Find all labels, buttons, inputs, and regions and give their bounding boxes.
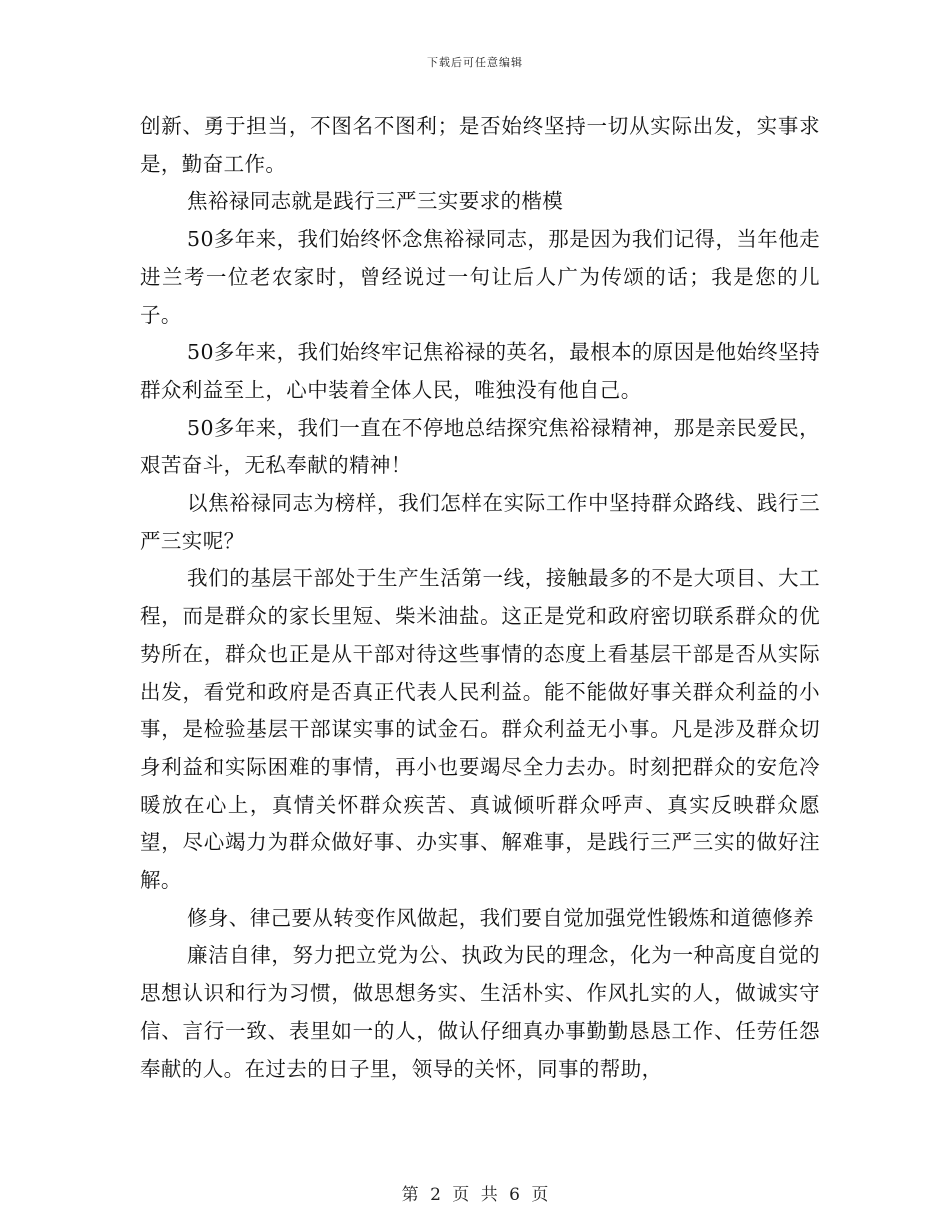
page-number: 第 2 页 共 6 页 [401,1185,549,1205]
document-body [140,108,820,1088]
paragraph: 50多年来，我们始终牢记焦裕禄的英名，最根本的原因是他始终坚持群众利益至上，心中装着全体人民，唯独没有他自己。 [140,340,820,402]
paragraph: 我们的基层干部处于生产生活第一线，接触最多的不是大项目、大工程，而是群众的家长里短、柴米油盐。这正是党和政府密切联系群众的优势所在，群众也正是从干部对待这些事情的态度上看基层干部是否从实际出发，看党和政府是否真正代表人民利益。能不能做好事关群众利益的小事，是检验基层干部谋实事的试金石。群众利益无小事。凡是涉及群众切身利益和实际困难的事情，再小也要竭尽全力去办。时刻把群众的安危冷暖放在心上，真情关怀群众疾苦、真诚倾听群众呼声、真实反映群众愿望，尽心竭力为群众做好事、办实事、解难事，是践行三严三实的做好注解。 [140,566,820,893]
page-header: 下载后可任意编辑 [427,56,523,69]
paragraph: 创新、勇于担当，不图名不图利；是否始终坚持一切从实际出发，实事求是，勤奋工作。 [140,114,820,176]
paragraph: 焦裕禄同志就是践行三严三实要求的楷模 [187,189,564,214]
paragraph: 廉洁自律，努力把立党为公、执政为民的理念，化为一种高度自觉的思想认识和行为习惯，做思想务实、生活朴实、作风扎实的人，做诚实守信、言行一致、表里如一的人，做认仔细真办事勤勤恳恳工作、任劳任怨奉献的人。在过去的日子里，领导的关怀，同事的帮助， [140,943,820,1081]
paragraph: 以焦裕禄同志为榜样，我们怎样在实际工作中坚持群众路线、践行三严三实呢？ [140,491,820,553]
paragraph: 50多年来，我们一直在不停地总结探究焦裕禄精神，那是亲民爱民，艰苦奋斗，无私奉献的精神！ [140,415,820,478]
paragraph: 修身、律己要从转变作风做起，我们要自觉加强党性锻炼和道德修养 [187,905,814,930]
paragraph: 50多年来，我们始终怀念焦裕禄同志，那是因为我们记得，当年他走进兰考一位老农家时，曾经说过一句让后人广为传颂的话；我是您的儿子。 [140,227,820,327]
